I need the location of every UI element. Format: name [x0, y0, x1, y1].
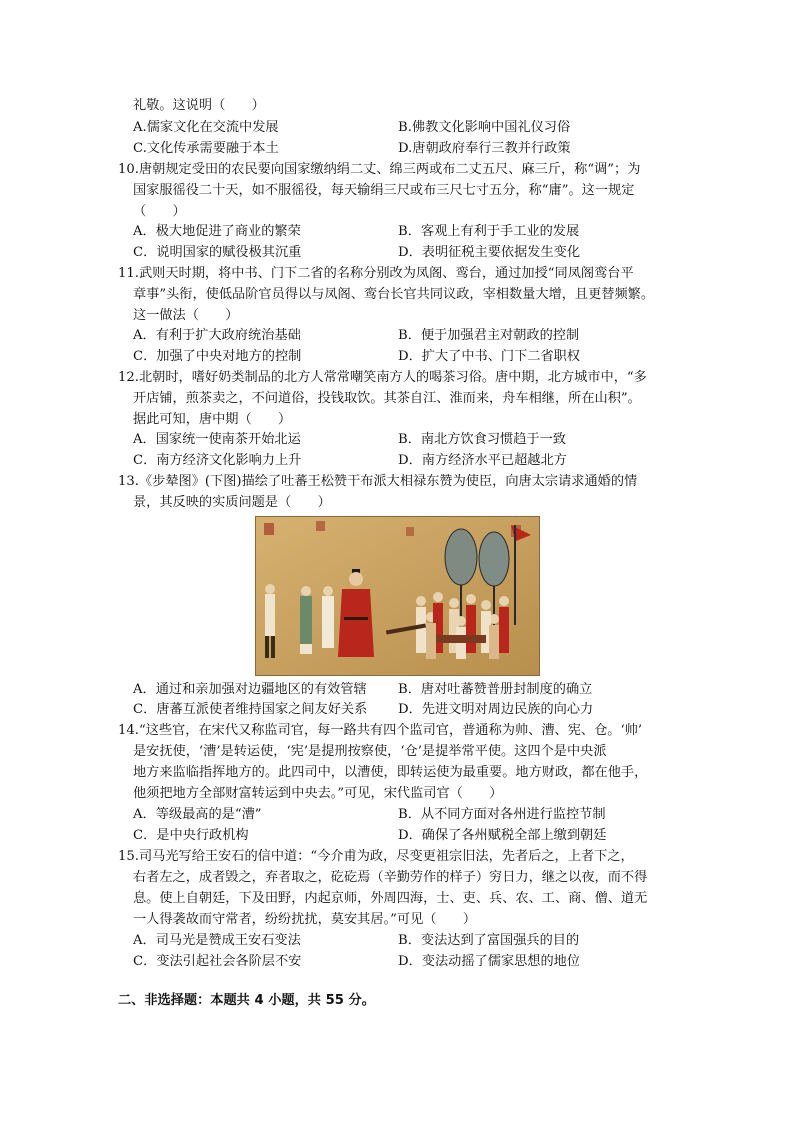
q10-option-b: B．客观上有利于手工业的发展 — [398, 224, 580, 239]
q12-option-d: D．南方经济水平已超越北方 — [398, 453, 567, 468]
q15-option-d: D．变法动摇了儒家思想的地位 — [398, 954, 581, 969]
q12-option-a: A．国家统一使南茶开始北运 — [133, 432, 301, 447]
q13-stem-line-2: 景，其反映的实质问题是（ ） — [133, 495, 331, 510]
q13-option-d: D．先进文明对周边民族的向心力 — [398, 702, 594, 717]
q12-option-b: B．南北方饮食习惯趋于一致 — [398, 432, 566, 447]
q15-option-b: B．变法达到了富国强兵的目的 — [398, 933, 580, 948]
q9-option-d: D.唐朝政府奉行三教并行政策 — [398, 141, 571, 156]
q14-stem-line-3: 地方来监临指挥地方的。此四司中，以漕使，即转运使为最重要。地方财政，都在他手， — [133, 765, 648, 780]
q11-option-b: B．便于加强君主对朝政的控制 — [398, 328, 580, 343]
q11-stem-line-3: 这一做法（ ） — [133, 308, 239, 323]
q9-option-b: B.佛教文化影响中国礼仪习俗 — [398, 120, 571, 135]
q11-stem-line-1: 11.武则天时期，将中书、门下二省的名称分别改为凤阁、鸾台，通过加授“同凤阁鸾台平 — [118, 266, 634, 281]
q10-option-a: A．极大地促进了商业的繁荣 — [133, 224, 301, 239]
q11-option-c: C．加强了中央对地方的控制 — [133, 349, 302, 364]
q14-option-c: C．是中央行政机构 — [133, 828, 249, 843]
q10-stem-line-2: 国家服徭役二十天，如不服徭役，每天输绢三尺或布三尺七寸五分，称“庸”。这一规定 — [133, 183, 635, 198]
q14-option-d: D．确保了各州赋税全部上缴到朝廷 — [398, 828, 607, 843]
q11-option-d: D．扩大了中书、门下二省职权 — [398, 349, 581, 364]
q15-stem-line-2: 右者左之，成者毁之，弃者取之，矻矻焉（辛勤劳作的样子）穷日力，继之以夜，而不得 — [133, 870, 648, 885]
q10-option-d: D．表明征税主要依据发生变化 — [398, 245, 581, 260]
q13-option-b: B．唐对吐蕃赞普册封制度的确立 — [398, 682, 593, 697]
q10-option-c: C．说明国家的赋役极其沉重 — [133, 245, 302, 260]
q14-stem-line-1: 14.“这些官，在宋代又称监司官，每一路共有四个监司官，普通称为帅、漕、宪、仓。‘帅’ — [118, 723, 643, 738]
q9-option-a: A.儒家文化在交流中发展 — [133, 120, 279, 135]
q14-option-b: B．从不同方面对各州进行监控节制 — [398, 807, 606, 822]
q10-stem-line-3: （ ） — [133, 204, 186, 219]
q15-option-a: A．司马光是赞成王安石变法 — [133, 933, 301, 948]
section-2-heading: 二、非选择题：本题共 4 小题，共 55 分。 — [118, 993, 375, 1008]
q12-stem-line-1: 12.北朝时，嗜好奶类制品的北方人常常嘲笑南方人的喝茶习俗。唐中期，北方城市中，“多 — [118, 370, 647, 385]
q14-stem-line-4: 他须把地方全部财富转运到中央去。”可见，宋代监司官（ ） — [133, 786, 503, 801]
q9-stem-end: 礼敬。这说明（ ） — [133, 98, 265, 113]
q12-stem-line-3: 据此可知，唐中期（ ） — [133, 412, 292, 427]
q9-option-c: C.文化传承需要融于本土 — [133, 141, 279, 156]
q12-stem-line-2: 开店铺，煎茶卖之，不问道俗，投钱取饮。其茶自江、淮而来，舟车相继，所在山积”。 — [133, 391, 641, 406]
q15-option-c: C．变法引起社会各阶层不安 — [133, 954, 302, 969]
q13-option-c: C．唐蕃互派使者维持国家之间友好关系 — [133, 702, 368, 717]
q13-stem-line-1: 13.《步辇图》(下图)描绘了吐蕃王松赞干布派大相禄东赞为使臣，向唐太宗请求通婚的情 — [118, 474, 638, 489]
q11-option-a: A．有利于扩大政府统治基础 — [133, 328, 301, 343]
q13-option-a: A．通过和亲加强对边疆地区的有效管辖 — [133, 682, 367, 697]
q15-stem-line-3: 息。使上自朝廷，下及田野，内起京师，外周四海，士、吏、兵、农、工、商、僧、道无 — [133, 891, 648, 906]
q14-stem-line-2: 是安抚使，‘漕’是转运使，‘宪’是提刑按察使，‘仓’是提举常平使。这四个是中央派 — [133, 744, 607, 759]
q15-stem-line-4: 一人得袭故而守常者，纷纷扰扰，莫安其居。”可见（ ） — [133, 912, 477, 927]
q15-stem-line-1: 15.司马光写给王安石的信中道：“今介甫为政，尽变更祖宗旧法，先者后之，上者下之， — [118, 849, 634, 864]
bunian-tu-painting — [255, 516, 540, 676]
q11-stem-line-2: 章事”头衔，使低品阶官员得以与凤阁、鸾台长官共同议政，宰相数量大增，且更替频繁。 — [133, 287, 655, 302]
q10-stem-line-1: 10.唐朝规定受田的农民要向国家缴纳绢二丈、绵三两或布二丈五尺、麻三斤，称“调”；为 — [118, 162, 641, 177]
q14-option-a: A．等级最高的是“漕” — [133, 807, 262, 822]
q12-option-c: C．南方经济文化影响力上升 — [133, 453, 302, 468]
